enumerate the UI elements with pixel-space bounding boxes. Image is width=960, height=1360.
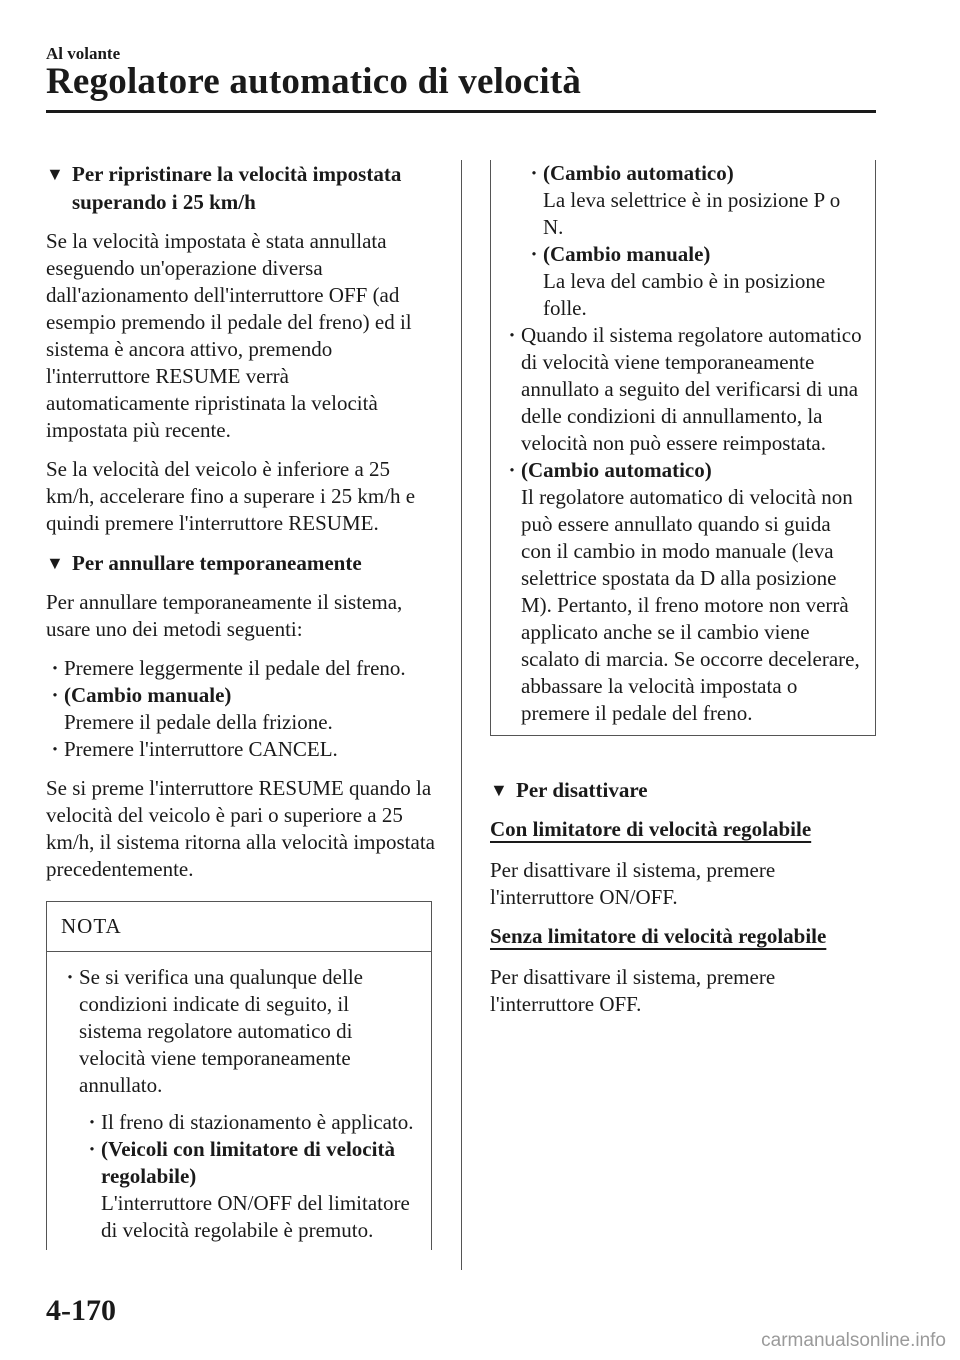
sub-list	[525, 160, 865, 322]
list-item: · (Cambio manuale) La leva del cambio è in posizione folle.	[525, 241, 865, 322]
list-item: · Premere leggermente il pedale del freno.	[46, 655, 436, 682]
heading-text: Per ripristinare la velocità impostata superando i 25 km/h	[72, 162, 402, 214]
bullet-dot-icon: ·	[88, 1110, 96, 1134]
bullet-dot-icon: ·	[530, 242, 538, 266]
list-item: · Quando il sistema regolatore automatico di velocità viene temporaneamente annullato a seguito del verificarsi di una delle condizioni di annullamento, la velocità non può essere reimpostata.	[503, 322, 865, 457]
list-item: · (Veicoli con limitatore di velocità regolabile) L'interruttore ON/OFF del limitatore di velocità regolabile è premuto.	[83, 1136, 417, 1244]
bold-label: (Cambio automatico)	[543, 161, 734, 185]
bullet-dot-icon: ·	[530, 161, 538, 185]
heading-text: Per annullare temporaneamente	[72, 551, 362, 575]
header-rule	[46, 110, 876, 113]
list-item: · (Cambio manuale) Premere il pedale della frizione.	[46, 682, 436, 736]
list-item: · Il freno di stazionamento è applicato.	[83, 1109, 417, 1136]
left-column	[46, 160, 436, 1250]
section-heading-disable	[490, 776, 875, 804]
section-heading-restore	[46, 160, 436, 216]
list-item: · (Cambio automatico) La leva selettrice è in posizione P o N.	[525, 160, 865, 241]
bold-label: (Cambio manuale)	[543, 242, 711, 266]
nota-title: NOTA	[47, 902, 431, 952]
nota-box-continued	[490, 160, 876, 736]
heading-text: Per disattivare	[516, 778, 648, 802]
bullet-dot-icon: ·	[51, 683, 59, 707]
list-item: · Se si verifica una qualunque delle condizioni indicate di seguito, il sistema regolatore automatico di velocità viene temporaneamente annullato.	[61, 964, 417, 1099]
bullet-dot-icon: ·	[66, 965, 74, 989]
bold-label: (Cambio automatico)	[521, 458, 712, 482]
bullet-dot-icon: ·	[508, 323, 516, 347]
bold-label: (Veicoli con limitatore di velocità regolabile)	[101, 1137, 395, 1188]
section-label: Al volante	[46, 44, 121, 63]
bullet-dot-icon: ·	[88, 1137, 96, 1161]
section-heading-cancel	[46, 549, 436, 577]
subheading-with-limiter: Con limitatore di velocità regolabile	[490, 817, 812, 841]
page-title: Regolatore automatico di velocità	[46, 61, 582, 102]
paragraph: Se la velocità del veicolo è inferiore a 25 km/h, accelerare fino a superare i 25 km/h e quindi premere l'interruttore RESUME.	[46, 457, 416, 535]
paragraph: Se la velocità impostata è stata annullata eseguendo un'operazione diversa dall'azionamento dell'interruttore OFF (ad esempio premendo il pedale del freno) ed il sistema è ancora attivo, premendo l'interruttore RESUME verrà automaticamente ripristinata la velocità impostata più recente.	[46, 229, 412, 442]
bold-label: (Cambio manuale)	[64, 683, 232, 707]
nota-box	[46, 901, 432, 1250]
list-item: · (Cambio automatico) Il regolatore automatico di velocità non può essere annullato quando si guida con il cambio in modo manuale (leva selettrice spostata da D alla posizione M). Pertanto, il freno motore non verrà applicato anche se il cambio viene scalato di marcia. Se occorre decelerare, abbassare la velocità impostata o premere il pedale del freno.	[503, 457, 865, 727]
triangle-down-icon: ▼	[46, 164, 64, 184]
page-number: 4-170	[46, 1294, 116, 1327]
paragraph: Se si preme l'interruttore RESUME quando la velocità del veicolo è pari o superiore a 25 km/h, il sistema ritorna alla velocità impostata precedentemente.	[46, 776, 435, 881]
bullet-list	[46, 655, 436, 763]
paragraph: Per annullare temporaneamente il sistema, usare uno dei metodi seguenti:	[46, 590, 403, 641]
paragraph: Per disattivare il sistema, premere l'interruttore OFF.	[490, 965, 776, 1016]
triangle-down-icon: ▼	[46, 553, 64, 573]
list-item: · Premere l'interruttore CANCEL.	[46, 736, 436, 763]
bullet-dot-icon: ·	[508, 458, 516, 482]
triangle-down-icon: ▼	[490, 780, 508, 800]
subheading-without-limiter: Senza limitatore di velocità regolabile	[490, 924, 827, 948]
sub-list	[83, 1109, 417, 1244]
paragraph: Per disattivare il sistema, premere l'interruttore ON/OFF.	[490, 858, 776, 909]
column-divider	[461, 160, 462, 1270]
right-column	[490, 160, 875, 1030]
bullet-dot-icon: ·	[51, 737, 59, 761]
bullet-dot-icon: ·	[51, 656, 59, 680]
watermark: carmanualsonline.info	[761, 1330, 946, 1351]
